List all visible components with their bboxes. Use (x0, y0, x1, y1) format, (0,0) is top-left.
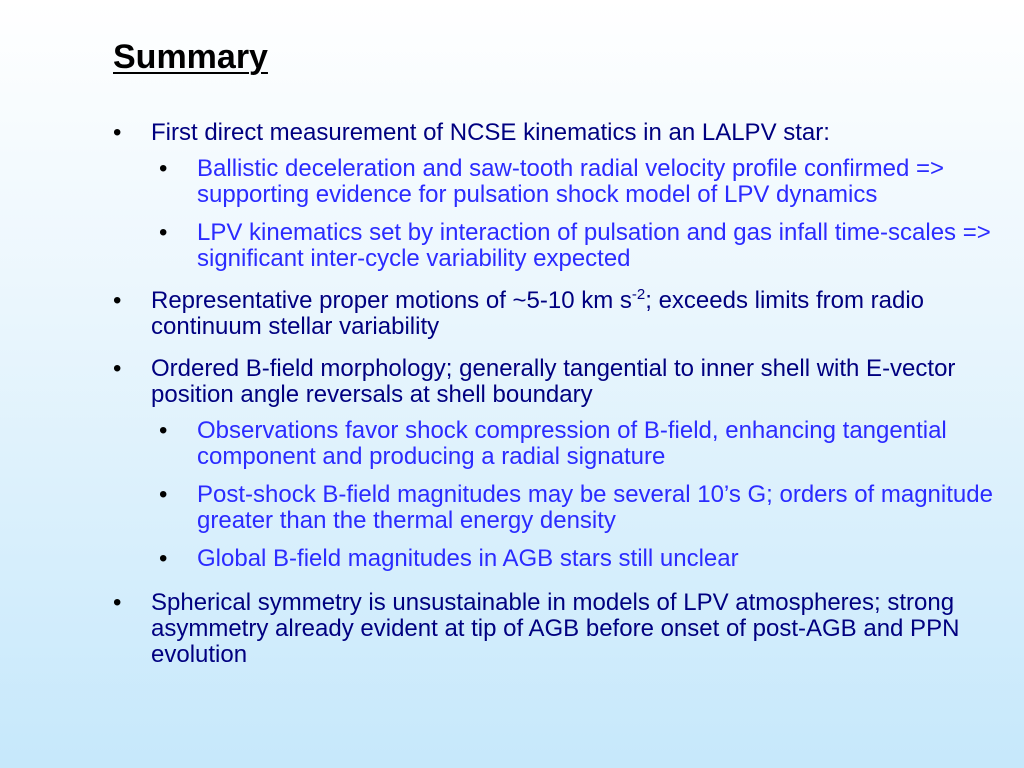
sub-bullet-item (159, 156, 993, 208)
bullet-item (113, 120, 993, 146)
sub-bullet-text: Post-shock B-field magnitudes may be several 10’s G; orders of magnitude greater than the thermal energy density (197, 481, 993, 534)
slide-title: Summary (113, 38, 268, 76)
bullet-marker: • (159, 219, 168, 246)
superscript: -2 (631, 286, 646, 303)
sub-bullet-item (159, 482, 993, 534)
bullet-marker: • (159, 417, 168, 444)
bullet-marker: • (159, 155, 168, 182)
bullet-marker: • (113, 287, 122, 314)
sub-bullet-text: Ballistic deceleration and saw-tooth radial velocity profile confirmed => supporting evidence for pulsation shock model of LPV dynamics (197, 155, 945, 208)
bullet-text-part: ; exceeds limits from radio continuum stellar variability (151, 287, 925, 340)
bullet-text: First direct measurement of NCSE kinematics in an LALPV star: (151, 119, 830, 146)
sub-bullet-text: Global B-field magnitudes in AGB stars still unclear (197, 545, 739, 572)
bullet-text-part: Representative proper motions of ~5-10 km s (151, 287, 632, 314)
bullet-marker: • (113, 589, 122, 616)
sub-bullet-text: Observations favor shock compression of B-field, enhancing tangential component and producing a radial signature (197, 417, 947, 470)
sub-bullet-item (159, 220, 993, 272)
bullet-text: Ordered B-field morphology; generally tangential to inner shell with E-vector position angle reversals at shell boundary (151, 355, 956, 408)
sub-bullet-item (159, 418, 993, 470)
sub-bullet-item (159, 546, 993, 572)
bullet-text (151, 288, 993, 340)
bullet-marker: • (113, 119, 122, 146)
bullet-item (113, 590, 993, 668)
bullet-list (113, 120, 993, 682)
sub-bullet-text: LPV kinematics set by interaction of pulsation and gas infall time-scales => significant inter-cycle variability expected (197, 219, 991, 272)
bullet-item (113, 288, 993, 340)
bullet-marker: • (113, 355, 122, 382)
bullet-item (113, 356, 993, 408)
bullet-marker: • (159, 545, 168, 572)
bullet-marker: • (159, 481, 168, 508)
bullet-text: Spherical symmetry is unsustainable in models of LPV atmospheres; strong asymmetry already evident at tip of AGB before onset of post-AGB and PPN evolution (151, 589, 960, 668)
